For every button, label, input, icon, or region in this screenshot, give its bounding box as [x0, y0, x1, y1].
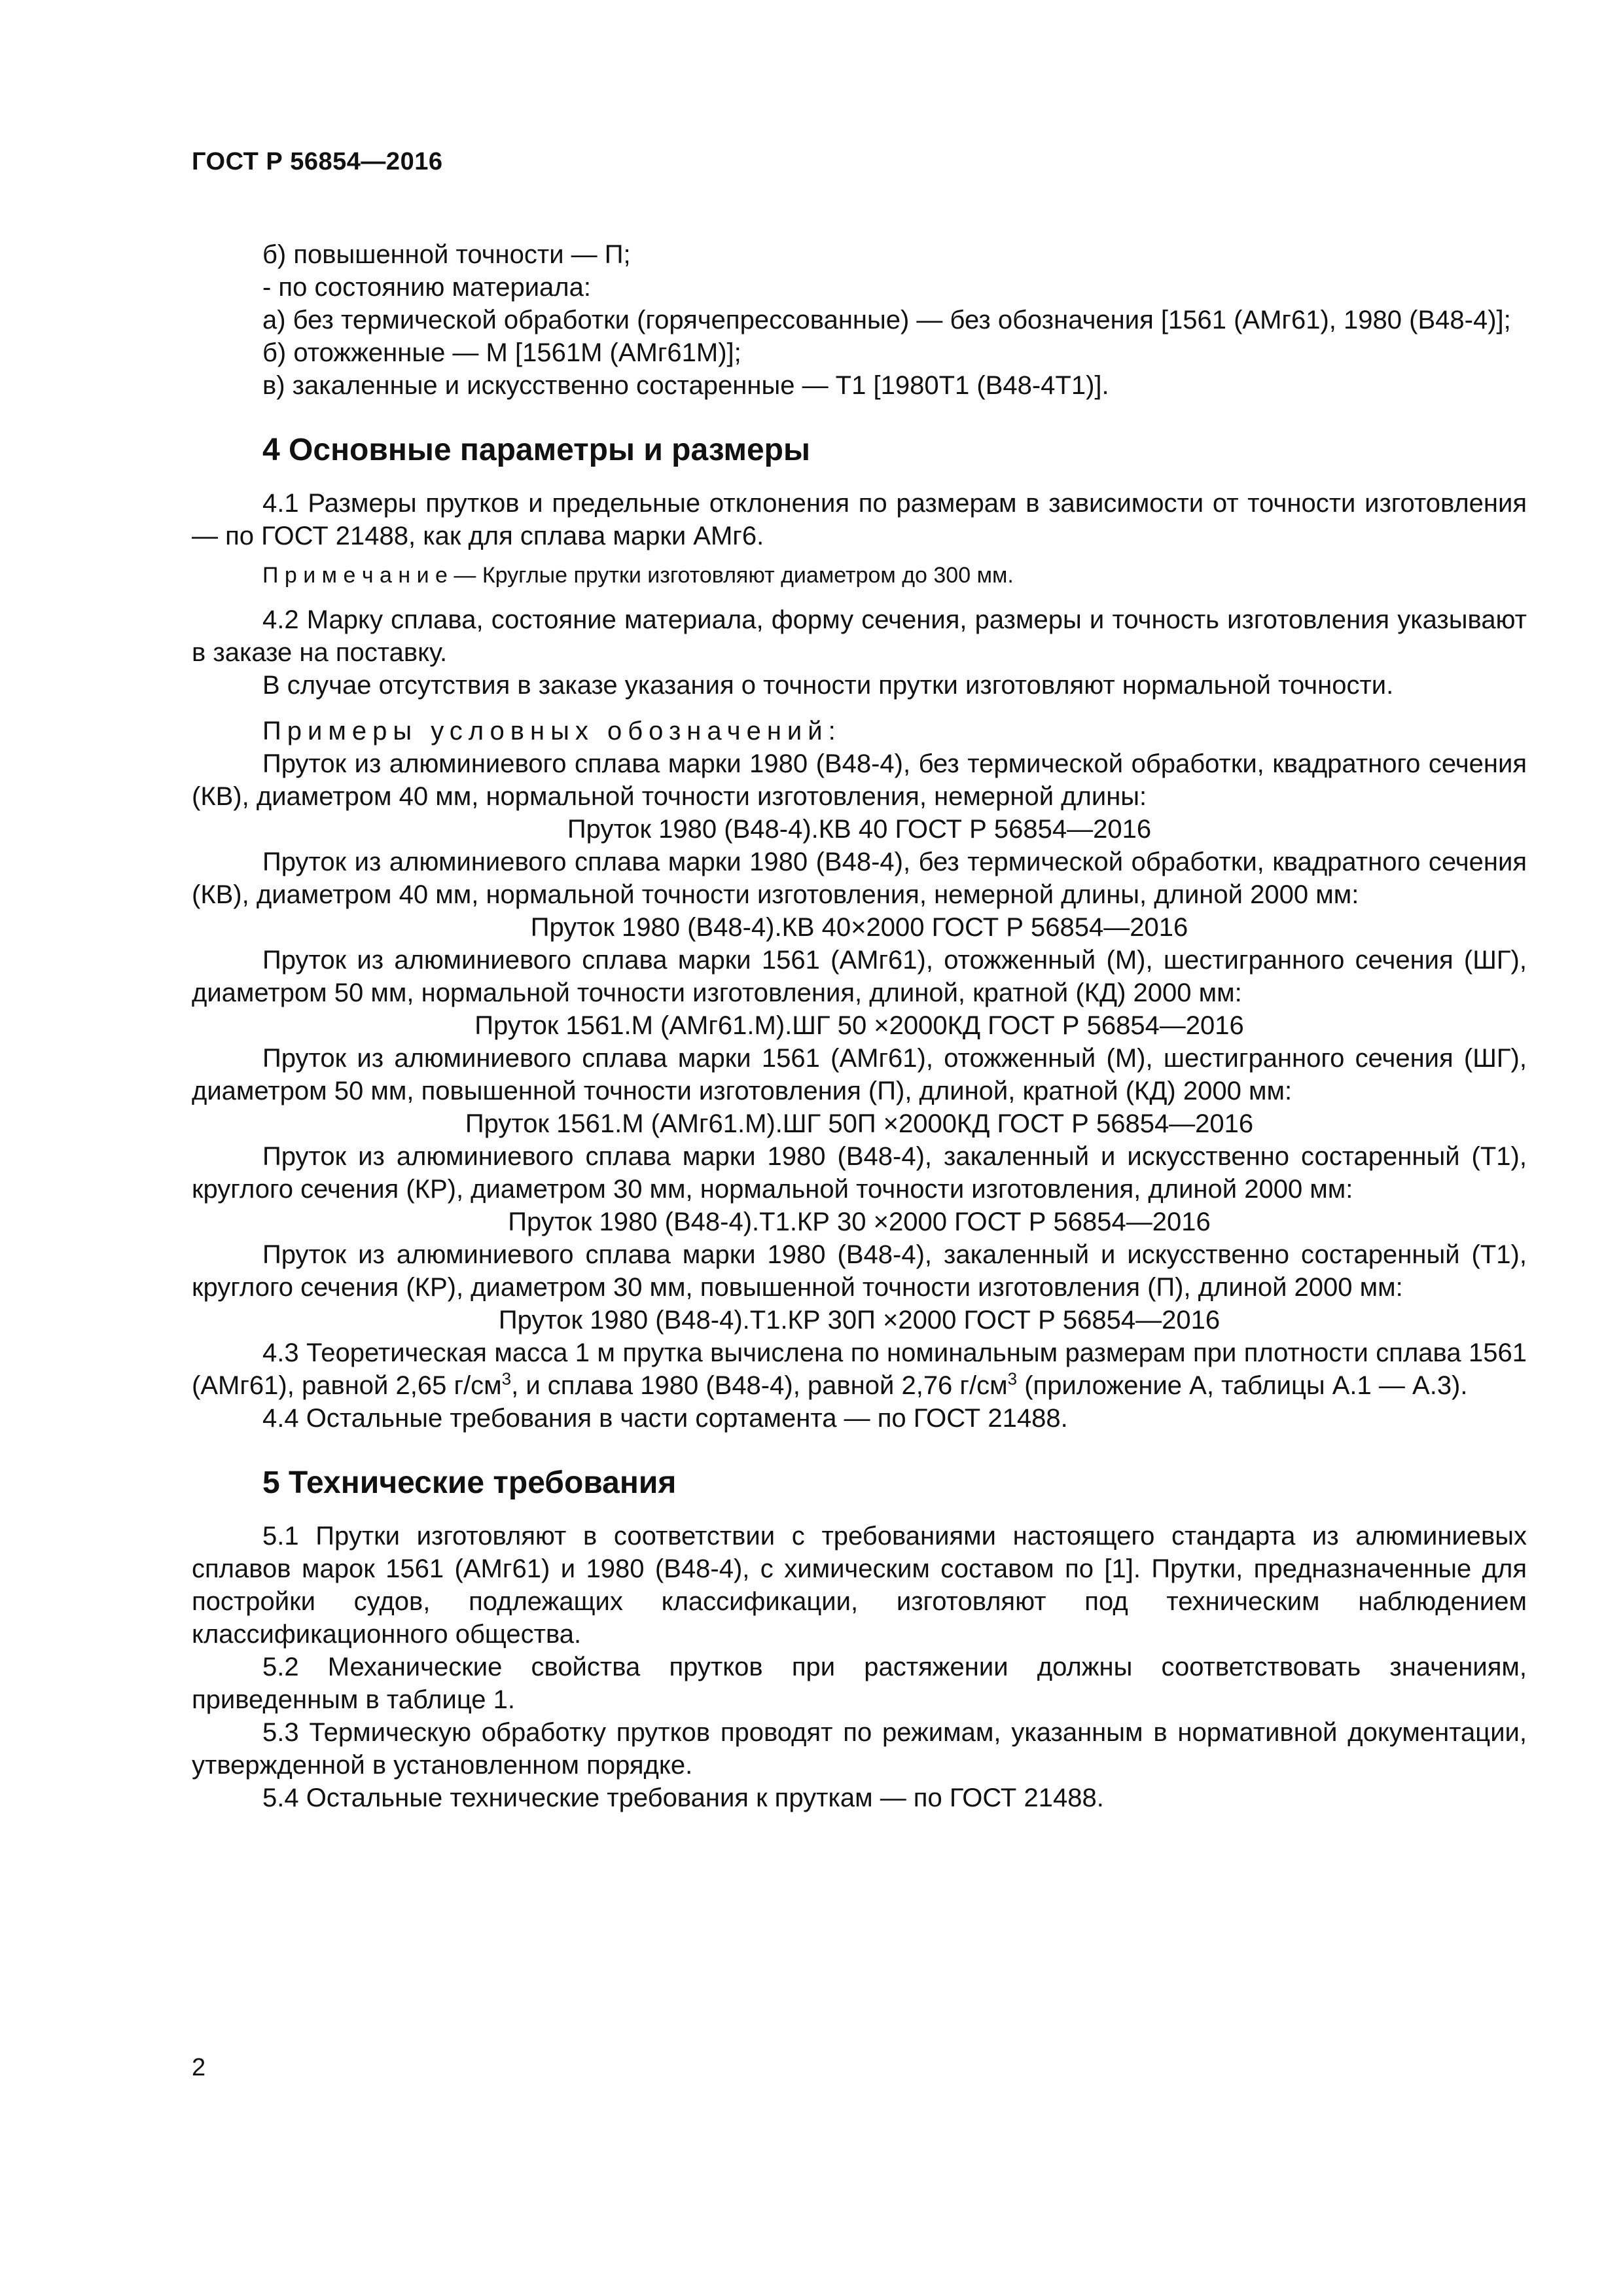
example-text: Пруток из алюминиевого сплава марки 1561 (АМг61), отожженный (М), шестигранного сечения (ШГ), диаметром 50 мм, нормальной точности изготовления, длиной, кратной (КД) 2000 мм:	[192, 946, 1527, 1007]
paragraph-4-3	[192, 1336, 1527, 1402]
example-designation: Пруток 1561.М (АМг61.М).ШГ 50 ×2000КД ГОСТ Р 56854—2016	[474, 1011, 1244, 1040]
precision-item-b: б) повышенной точности — П;	[262, 240, 631, 269]
example-text: Пруток из алюминиевого сплава марки 1980 (В48-4), без термической обработки, квадратного сечения (КВ), диаметром 40 мм, нормальной точности изготовления, немерной длины:	[192, 749, 1527, 811]
paragraph-4-1: 4.1 Размеры прутков и предельные отклонения по размерам в зависимости от точности изготовления — по ГОСТ 21488, как для сплава марки АМг6.	[192, 489, 1527, 550]
state-item-c: в) закаленные и искусственно состаренные — Т1 [1980Т1 (В48-4Т1)].	[262, 371, 1109, 400]
example-text: Пруток из алюминиевого сплава марки 1980 (В48-4), без термической обработки, квадратного сечения (КВ), диаметром 40 мм, нормальной точности изготовления, немерной длины, длиной 2000 мм:	[192, 848, 1527, 909]
paragraph-4-3-part1: 4.3 Теоретическая масса 1 м прутка вычислена по номинальным размерам при плотности сплава 1561 (АМг61), равной 2,65 г/см	[192, 1338, 1527, 1400]
paragraph-4-2: 4.2 Марку сплава, состояние материала, форму сечения, размеры и точность изготовления указывают в заказе на поставку.	[192, 605, 1527, 667]
example-text: Пруток из алюминиевого сплава марки 1980 (В48-4), закаленный и искусственно состаренный (Т1), круглого сечения (КР), диаметром 30 мм, повышенной точности изготовления (П), длиной 2000 мм:	[192, 1240, 1527, 1302]
paragraph-4-4: 4.4 Остальные требования в части сортамента — по ГОСТ 21488.	[262, 1404, 1068, 1433]
example-designation: Пруток 1980 (В48-4).КВ 40×2000 ГОСТ Р 56854—2016	[530, 913, 1188, 942]
page-number: 2	[192, 2054, 206, 2081]
paragraph-5-2: 5.2 Механические свойства прутков при растяжении должны соответствовать значениям, приведенным в таблице 1.	[192, 1653, 1527, 1714]
state-list-title: - по состоянию материала:	[262, 273, 591, 302]
document-body	[192, 238, 1527, 1814]
state-item-a: а) без термической обработки (горячепрессованные) — без обозначения [1561 (АМг61), 1980 (В48-4)];	[262, 306, 1511, 334]
document-header: ГОСТ Р 56854—2016	[192, 148, 443, 175]
example-text: Пруток из алюминиевого сплава марки 1980 (В48-4), закаленный и искусственно состаренный (Т1), круглого сечения (КР), диаметром 30 мм, нормальной точности изготовления, длиной 2000 мм:	[192, 1142, 1527, 1204]
paragraph-5-4: 5.4 Остальные технические требования к пруткам — по ГОСТ 21488.	[262, 1784, 1104, 1812]
paragraph-4-3-part3: (приложение А, таблицы А.1 — А.3).	[1017, 1371, 1468, 1400]
example-text: Пруток из алюминиевого сплава марки 1561 (АМг61), отожженный (М), шестигранного сечения (ШГ), диаметром 50 мм, повышенной точности изготовления (П), длиной, кратной (КД) 2000 мм:	[192, 1044, 1527, 1105]
paragraph-4-3-part2: , и сплава 1980 (В48-4), равной 2,76 г/см	[511, 1371, 1008, 1400]
note-label: П р и м е ч а н и е	[262, 563, 448, 588]
paragraph-5-1: 5.1 Прутки изготовляют в соответствии с требованиями настоящего стандарта из алюминиевых сплавов марок 1561 (АМг61) и 1980 (В48-4), с химическим составом по [1]. Прутки, предназначенные для постройки судов, подлежащих классификации, изготовляют под техническим наблюдением классификационного общества.	[192, 1522, 1527, 1649]
superscript-3: 3	[1007, 1369, 1018, 1389]
example-designation: Пруток 1980 (В48-4).КВ 40 ГОСТ Р 56854—2016	[567, 815, 1152, 844]
paragraph-4-2-b: В случае отсутствия в заказе указания о точности прутки изготовляют нормальной точности.	[262, 671, 1394, 700]
example-designation: Пруток 1561.М (АМг61.М).ШГ 50П ×2000КД ГОСТ Р 56854—2016	[465, 1109, 1254, 1138]
note-text: — Круглые прутки изготовляют диаметром до 300 мм.	[447, 563, 1014, 588]
paragraph-5-3: 5.3 Термическую обработку прутков проводят по режимам, указанным в нормативной документации, утвержденной в установленном порядке.	[192, 1718, 1527, 1780]
note	[262, 560, 1527, 590]
section-5-heading: 5 Технические требования	[262, 1465, 677, 1500]
section-4-heading: 4 Основные параметры и размеры	[262, 433, 810, 467]
example-designation: Пруток 1980 (В48-4).Т1.КР 30 ×2000 ГОСТ Р 56854—2016	[508, 1208, 1211, 1236]
example-designation: Пруток 1980 (В48-4).Т1.КР 30П ×2000 ГОСТ Р 56854—2016	[498, 1306, 1221, 1335]
state-item-b: б) отожженные — М [1561М (АМг61М)];	[262, 338, 741, 367]
examples-title: Примеры условных обозначений:	[262, 717, 842, 745]
superscript-3: 3	[501, 1369, 512, 1389]
